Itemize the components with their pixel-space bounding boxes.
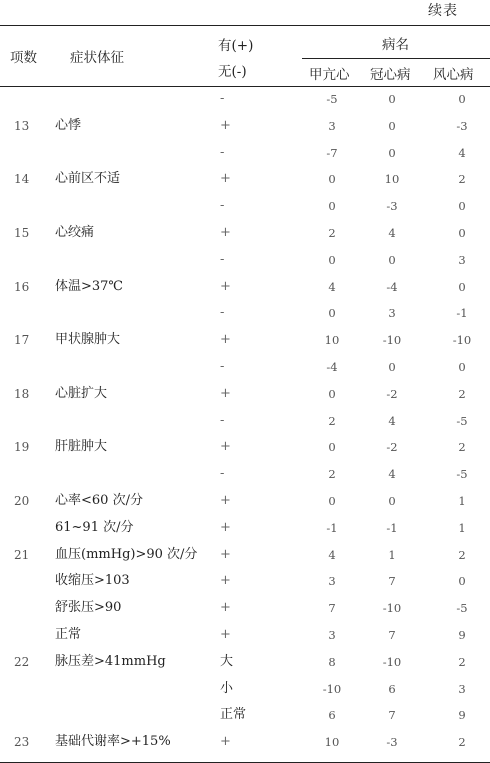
header-presence-bottom: 无(-) [218, 64, 247, 80]
row-value-disease-1: 2 [328, 413, 336, 428]
row-presence: - [220, 466, 225, 482]
row-symptom: 心脏扩大 [55, 385, 108, 401]
table-row [0, 461, 490, 488]
row-symptom: 血压(mmHg)>90 次/分 [55, 546, 198, 562]
header-presence-top: 有(+) [218, 38, 254, 54]
row-presence: 正常 [220, 707, 247, 723]
row-value-disease-2: -3 [386, 199, 398, 214]
row-value-disease-3: 0 [458, 360, 466, 374]
row-value-disease-3: -5 [456, 601, 468, 616]
row-value-disease-3: 3 [458, 681, 466, 696]
row-value-disease-2: 4 [388, 413, 396, 428]
row-value-disease-1: 2 [328, 467, 336, 482]
row-index: 22 [14, 654, 30, 669]
table-row [0, 140, 490, 167]
row-symptom: 心率<60 次/分 [55, 493, 143, 508]
row-symptom: 肝脏肿大 [55, 439, 108, 455]
row-value-disease-2: -2 [386, 386, 398, 401]
row-value-disease-3: 0 [458, 574, 466, 589]
row-value-disease-3: 0 [458, 92, 466, 106]
row-value-disease-2: 0 [388, 92, 396, 106]
row-value-disease-3: 2 [458, 735, 466, 750]
row-presence: + [220, 117, 231, 133]
row-presence: - [220, 359, 225, 374]
row-index: 18 [14, 386, 30, 401]
row-value-disease-1: 4 [328, 547, 336, 562]
row-value-disease-1: -5 [326, 92, 338, 106]
header-disease-3: 风心病 [433, 67, 474, 83]
row-index: 16 [14, 279, 30, 294]
row-presence: - [220, 198, 225, 214]
row-value-disease-2: 0 [388, 118, 396, 133]
row-value-disease-2: 6 [388, 681, 396, 696]
row-value-disease-2: 7 [388, 628, 396, 642]
table-row [0, 113, 490, 140]
row-value-disease-2: -1 [386, 520, 398, 535]
row-value-disease-2: -4 [386, 279, 398, 294]
row-value-disease-3: -10 [452, 333, 472, 348]
table-row [0, 649, 490, 676]
row-value-disease-1: 10 [324, 333, 340, 348]
row-symptom: 体温>37℃ [55, 278, 123, 294]
row-symptom: 正常 [55, 627, 82, 642]
row-value-disease-1: -7 [326, 145, 338, 160]
table-row [0, 247, 490, 274]
table-row [0, 568, 490, 595]
table-row [0, 542, 490, 569]
row-symptom: 心绞痛 [55, 225, 95, 240]
row-value-disease-3: 1 [458, 494, 466, 508]
table-row [0, 488, 490, 515]
row-presence: 小 [220, 680, 234, 696]
row-value-disease-1: 7 [328, 601, 336, 616]
row-index: 14 [14, 172, 30, 187]
row-value-disease-3: 2 [458, 172, 466, 187]
row-symptom: 甲状腺肿大 [55, 332, 121, 348]
row-value-disease-2: 10 [384, 172, 400, 187]
row-value-disease-3: 2 [458, 654, 466, 669]
row-index: 13 [14, 118, 30, 133]
row-value-disease-3: -5 [456, 467, 468, 482]
row-value-disease-2: 4 [388, 467, 396, 482]
row-value-disease-1: 8 [328, 654, 336, 669]
row-value-disease-1: 6 [328, 708, 336, 723]
row-value-disease-3: 2 [458, 547, 466, 562]
row-presence: - [220, 305, 225, 321]
row-value-disease-3: -1 [456, 306, 468, 321]
row-presence: - [220, 144, 225, 160]
row-value-disease-3: 0 [458, 279, 466, 294]
row-value-disease-3: 0 [458, 199, 466, 214]
row-value-disease-2: 0 [388, 252, 396, 267]
row-value-disease-3: 2 [458, 386, 466, 401]
table-row [0, 622, 490, 649]
row-value-disease-1: 0 [328, 172, 336, 187]
row-value-disease-2: 1 [388, 547, 396, 562]
row-symptom: 收缩压>103 [55, 573, 130, 589]
row-value-disease-3: 2 [458, 440, 466, 455]
row-value-disease-3: -5 [456, 413, 468, 428]
table-row [0, 327, 490, 354]
row-value-disease-1: 10 [324, 735, 340, 750]
table-row [0, 515, 490, 542]
row-value-disease-1: 0 [328, 386, 336, 401]
row-value-disease-2: 0 [388, 494, 396, 508]
table-row [0, 354, 490, 381]
row-presence: + [220, 439, 231, 455]
row-index: 20 [14, 494, 30, 508]
row-presence: + [220, 627, 231, 642]
row-value-disease-3: 9 [458, 628, 466, 642]
row-value-disease-3: 0 [458, 226, 466, 240]
row-value-disease-3: 1 [458, 520, 466, 535]
table-row [0, 434, 490, 461]
row-symptom: 61~91 次/分 [55, 519, 134, 535]
row-value-disease-2: 4 [388, 226, 396, 240]
row-value-disease-2: -10 [382, 601, 402, 616]
row-value-disease-2: -3 [386, 735, 398, 750]
header-index: 项数 [10, 50, 37, 66]
table-row [0, 166, 490, 193]
row-presence: - [220, 251, 225, 267]
table-row [0, 86, 490, 113]
row-value-disease-2: 3 [388, 306, 396, 321]
row-presence: + [220, 519, 231, 535]
row-value-disease-1: 0 [328, 199, 336, 214]
row-presence: - [220, 91, 225, 106]
row-index: 23 [14, 735, 30, 750]
table-row [0, 595, 490, 622]
row-value-disease-1: -1 [326, 520, 338, 535]
row-presence: + [220, 225, 231, 240]
row-value-disease-1: 0 [328, 252, 336, 267]
table-row [0, 408, 490, 435]
row-value-disease-1: 3 [328, 574, 336, 589]
row-value-disease-2: -10 [382, 333, 402, 348]
row-presence: + [220, 734, 231, 750]
row-value-disease-2: 7 [388, 574, 396, 589]
row-value-disease-2: 0 [388, 360, 396, 374]
table-row [0, 300, 490, 327]
top-rule [0, 25, 490, 26]
header-disease-1: 甲亢心 [309, 67, 350, 83]
row-presence: + [220, 493, 231, 508]
row-presence: + [220, 385, 231, 401]
header-disease-group: 病名 [382, 37, 409, 53]
row-value-disease-3: 9 [458, 708, 466, 723]
disease-group-rule [302, 58, 490, 59]
row-value-disease-2: -10 [382, 654, 402, 669]
row-symptom: 舒张压>90 [55, 600, 122, 616]
row-value-disease-3: 3 [458, 252, 466, 267]
header-disease-2: 冠心病 [370, 67, 411, 83]
row-symptom: 心前区不适 [55, 171, 121, 187]
row-presence: + [220, 278, 231, 294]
table-row [0, 220, 490, 247]
row-value-disease-1: 0 [328, 494, 336, 508]
row-value-disease-1: 0 [328, 306, 336, 321]
row-value-disease-3: -3 [456, 118, 468, 133]
header-symptom: 症状体征 [70, 50, 124, 66]
row-symptom: 脉压差>41mmHg [55, 653, 166, 669]
row-index: 21 [14, 547, 30, 562]
row-index: 19 [14, 440, 30, 455]
row-index: 17 [14, 333, 30, 348]
row-value-disease-3: 4 [458, 145, 466, 160]
row-value-disease-2: -2 [386, 440, 398, 455]
row-presence: + [220, 332, 231, 348]
row-index: 15 [14, 226, 30, 240]
row-value-disease-1: -4 [326, 360, 338, 374]
row-symptom: 基础代谢率>+15% [55, 734, 171, 750]
row-presence: - [220, 412, 225, 428]
row-value-disease-1: 4 [328, 279, 336, 294]
row-value-disease-1: -10 [322, 681, 342, 696]
row-presence: + [220, 171, 231, 187]
row-value-disease-1: 2 [328, 226, 336, 240]
table-row [0, 193, 490, 220]
table-row [0, 274, 490, 301]
table-row [0, 729, 490, 756]
row-value-disease-2: 0 [388, 145, 396, 160]
table-row [0, 381, 490, 408]
row-value-disease-1: 3 [328, 628, 336, 642]
table-row [0, 702, 490, 729]
row-value-disease-2: 7 [388, 708, 396, 723]
row-presence: + [220, 573, 231, 589]
row-value-disease-1: 0 [328, 440, 336, 455]
table-row [0, 676, 490, 703]
row-value-disease-1: 3 [328, 118, 336, 133]
table-caption: 续表 [428, 3, 458, 19]
row-presence: + [220, 546, 231, 562]
row-symptom: 心悸 [55, 117, 82, 133]
row-presence: 大 [220, 653, 234, 669]
row-presence: + [220, 600, 231, 616]
